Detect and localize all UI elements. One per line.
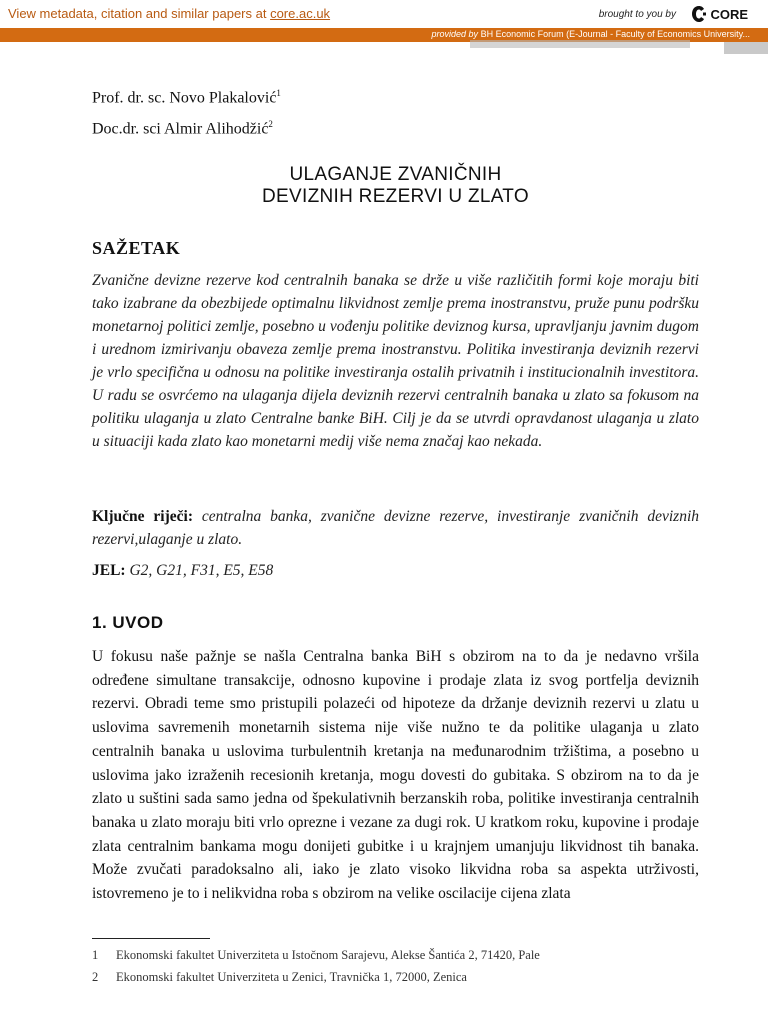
- author-2-footnote-mark: 2: [268, 119, 273, 129]
- core-logo-text: CORE: [710, 6, 748, 22]
- jel-value: G2, G21, F31, E5, E58: [129, 562, 274, 579]
- paper-title: [92, 164, 699, 208]
- footnote-2: [92, 966, 699, 988]
- core-logo[interactable]: [691, 3, 748, 25]
- title-line-1: ULAGANJE ZVANIČNIH: [289, 164, 502, 185]
- footnote-1: [92, 944, 699, 966]
- title-line-2: DEVIZNIH REZERVI U ZLATO: [262, 186, 529, 207]
- core-link[interactable]: core.ac.uk: [270, 6, 331, 21]
- metadata-prefix: View metadata, citation and similar papers at: [8, 6, 267, 21]
- keywords-label: Ključne riječi:: [92, 508, 193, 525]
- corner-block: [724, 42, 768, 54]
- author-1-footnote-mark: 1: [276, 88, 281, 98]
- keywords-value: centralna banka, zvanične devizne rezerve, investiranje zvaničnih deviznih rezervi,ulaganje u zlato.: [92, 508, 699, 548]
- metadata-line: [8, 6, 330, 21]
- footnote-1-text: Ekonomski fakultet Univerziteta u Istočnom Sarajevu, Alekse Šantića 2, 71420, Pale: [116, 948, 540, 962]
- section-1-heading: 1. UVOD: [92, 613, 164, 632]
- footnote-2-text: Ekonomski fakultet Univerziteta u Zenici, Travnička 1, 72000, Zenica: [116, 970, 467, 984]
- keywords: [92, 505, 699, 551]
- footnote-1-number: 1: [92, 948, 99, 962]
- footnotes: [92, 944, 699, 988]
- provided-by-prefix: provided by: [431, 29, 479, 39]
- jel-codes: [92, 559, 273, 582]
- abstract-text: Zvanične devizne rezerve kod centralnih banaka se drže u više različitih formi koje moraju biti tako izabrane da obezbijede optimalnu likvidnost zemlje prema inostranstvu, pruže punu podršku monetarnoj politici zemlje, posebno u vođenju politike deviznog kursa, upravljanju javnim dugom i urednom izmirivanju obaveza zemlje prema inostranstvu. Politika investiranja deviznih rezervi je vrlo specifična u odnosu na politike investiranja ostalih privatnih i institucionalnih investitora. U radu se osvrćemo na ulaganja dijela deviznih rezervi centralnih banaka u zlato sa fokusom na politiku ulaganja u zlato Centralne banke BiH. Cilj je da se utvrdi opravdanost ulaganja u zlato u situaciji kada zlato kao monetarni medij više nema značaj kao nekada.: [92, 272, 699, 450]
- abstract-heading: SAŽETAK: [92, 238, 181, 258]
- header-remnant: [470, 40, 690, 48]
- section-1-text: U fokusu naše pažnje se našla Centralna banka BiH s obzirom na to da je nedavno vršila određene simultane transakcije, odnosno kupovine i prodaje zlata iz svog portfelja deviznih rezervi. Obradi teme smo pristupili polazeći od hipoteze da držanje deviznih rezervi u zlatu u uslovima savremenih monetarnih sistema nije više nužno te da politike ulaganja u zlato centralnih banaka u uslovima turbulentnih kretanja na međunarodnim tržištima, a posebno u uslovima jako izraženih recesionih kretanja, mogu dovesti do gubitaka. S obzirom na to da je zlato u suštini sada samo jedna od špekulativnih berzanskih roba, politike investiranja centralnih banaka u zlato moraju biti vrlo oprezne i vezane za dugi rok. U kratkom roku, kupovine i prodaje zlata centralnim bankama mogu donijeti gubitke i u krajnjem umanjuju likvidnost tih banaka. Može zvučati paradoksalno ali, iako je zlato visoko likvidna roba sa aspekta utrživosti, istovremeno je to i nelikvidna roba s obzirom na velike oscilacije cijena zlata: [92, 648, 699, 903]
- jel-label: JEL:: [92, 562, 126, 579]
- footnote-2-number: 2: [92, 970, 99, 984]
- core-logo-icon: [691, 5, 707, 23]
- core-banner: [0, 0, 768, 29]
- author-2: [92, 114, 273, 139]
- author-1: [92, 83, 281, 108]
- author-2-name: Doc.dr. sci Almir Alihodžić: [92, 120, 269, 138]
- provided-by-source: BH Economic Forum (E-Journal - Faculty of Economics University...: [480, 29, 750, 39]
- provided-by-line[interactable]: [432, 29, 750, 39]
- author-1-name: Prof. dr. sc. Novo Plakalović: [92, 89, 277, 107]
- brought-to-you-label: brought to you by: [598, 9, 676, 20]
- footnote-rule: [92, 938, 210, 939]
